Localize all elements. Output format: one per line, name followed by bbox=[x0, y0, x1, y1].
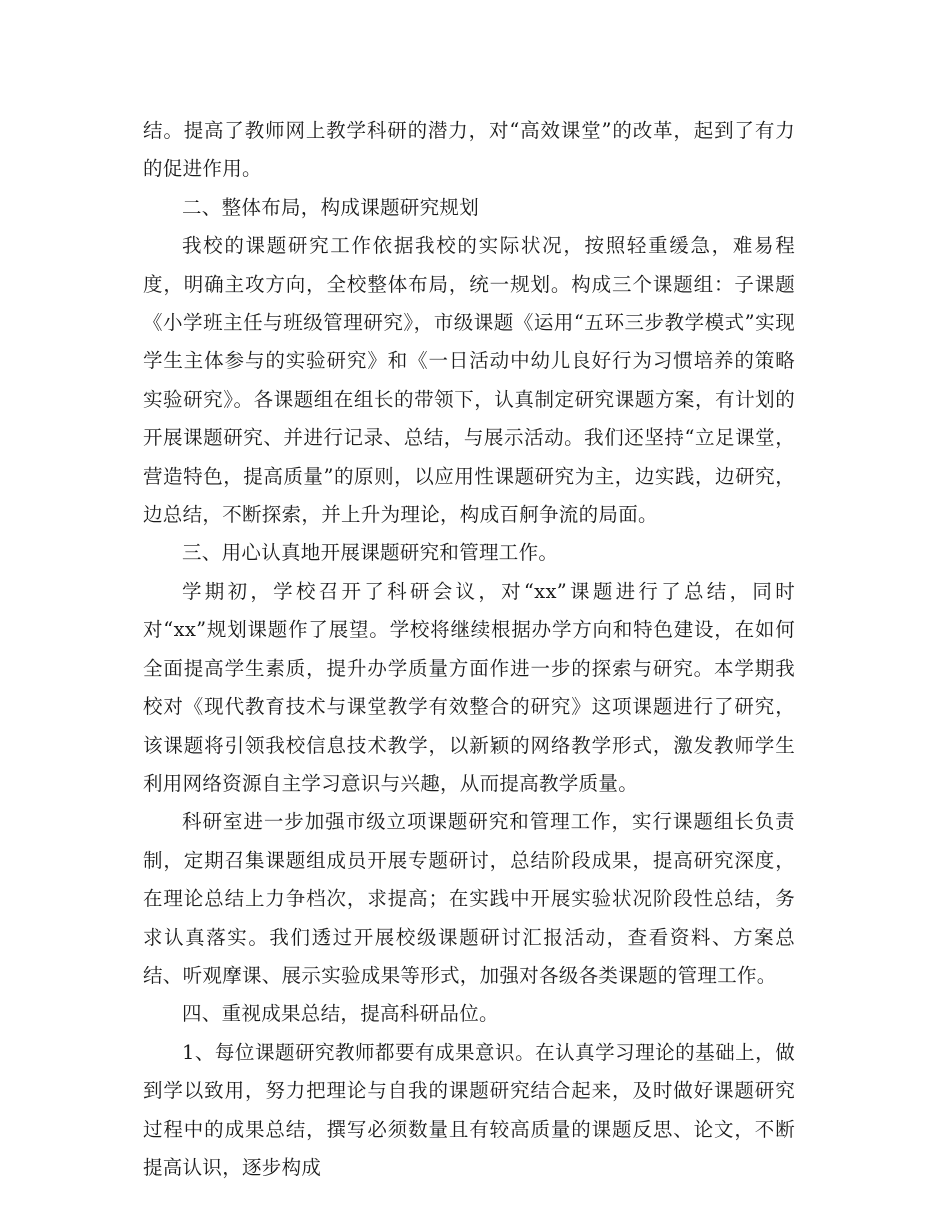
document-page bbox=[143, 112, 795, 1187]
section-heading-2: 二、整体布局，构成课题研究规划 bbox=[182, 195, 480, 219]
paragraph-semester-start: 学期初，学校召开了科研会议，对“xx”课题进行了总结，同时对“xx”规划课题作了展望。学校将继续根据办学方向和特色建设，在如何全面提高学生素质，提升办学质量方面作进一步的探索与研究。本学期我校对《现代教育技术与课堂教学有效整合的研究》这项课题进行了研究，该课题将引领我校信息技术教学，以新颖的网络教学形式，激发教师学生利用网络资源自主学习意识与兴趣，从而提高教学质量。 bbox=[143, 579, 795, 795]
paragraph-continuation: 结。提高了教师网上教学科研的潜力，对“高效课堂”的改革，起到了有力的促进作用。 bbox=[143, 119, 795, 181]
paragraph-results-awareness: 1、每位课题研究教师都要有成果意识。在认真学习理论的基础上，做到学以致用，努力把理论与自我的课题研究结合起来，及时做好课题研究过程中的成果总结，撰写必须数量且有较高质量的课题反思、论文，不断提高认识，逐步构成 bbox=[143, 1040, 795, 1179]
paragraph-research-office: 科研室进一步加强市级立项课题研究和管理工作，实行课题组长负责制，定期召集课题组成员开展专题研讨，总结阶段成果，提高研究深度，在理论总结上力争档次，求提高；在实践中开展实验状况阶段性总结，务求认真落实。我们透过开展校级课题研讨汇报活动，查看资料、方案总结、听观摩课、展示实验成果等形式，加强对各级各类课题的管理工作。 bbox=[143, 810, 795, 987]
section-heading-4: 四、重视成果总结，提高科研品位。 bbox=[182, 1002, 499, 1026]
paragraph-research-plan: 我校的课题研究工作依据我校的实际状况，按照轻重缓急，难易程度，明确主攻方向，全校整体布局，统一规划。构成三个课题组：子课题《小学班主任与班级管理研究》，市级课题《运用“五环三步教学模式”实现学生主体参与的实验研究》和《一日活动中幼儿良好行为习惯培养的策略实验研究》。各课题组在组长的带领下，认真制定研究课题方案，有计划的开展课题研究、并进行记录、总结，与展示活动。我们还坚持“立足课堂，营造特色，提高质量”的原则，以应用性课题研究为主，边实践，边研究，边总结，不断探索，并上升为理论，构成百舸争流的局面。 bbox=[143, 234, 795, 527]
section-heading-3: 三、用心认真地开展课题研究和管理工作。 bbox=[182, 541, 559, 565]
